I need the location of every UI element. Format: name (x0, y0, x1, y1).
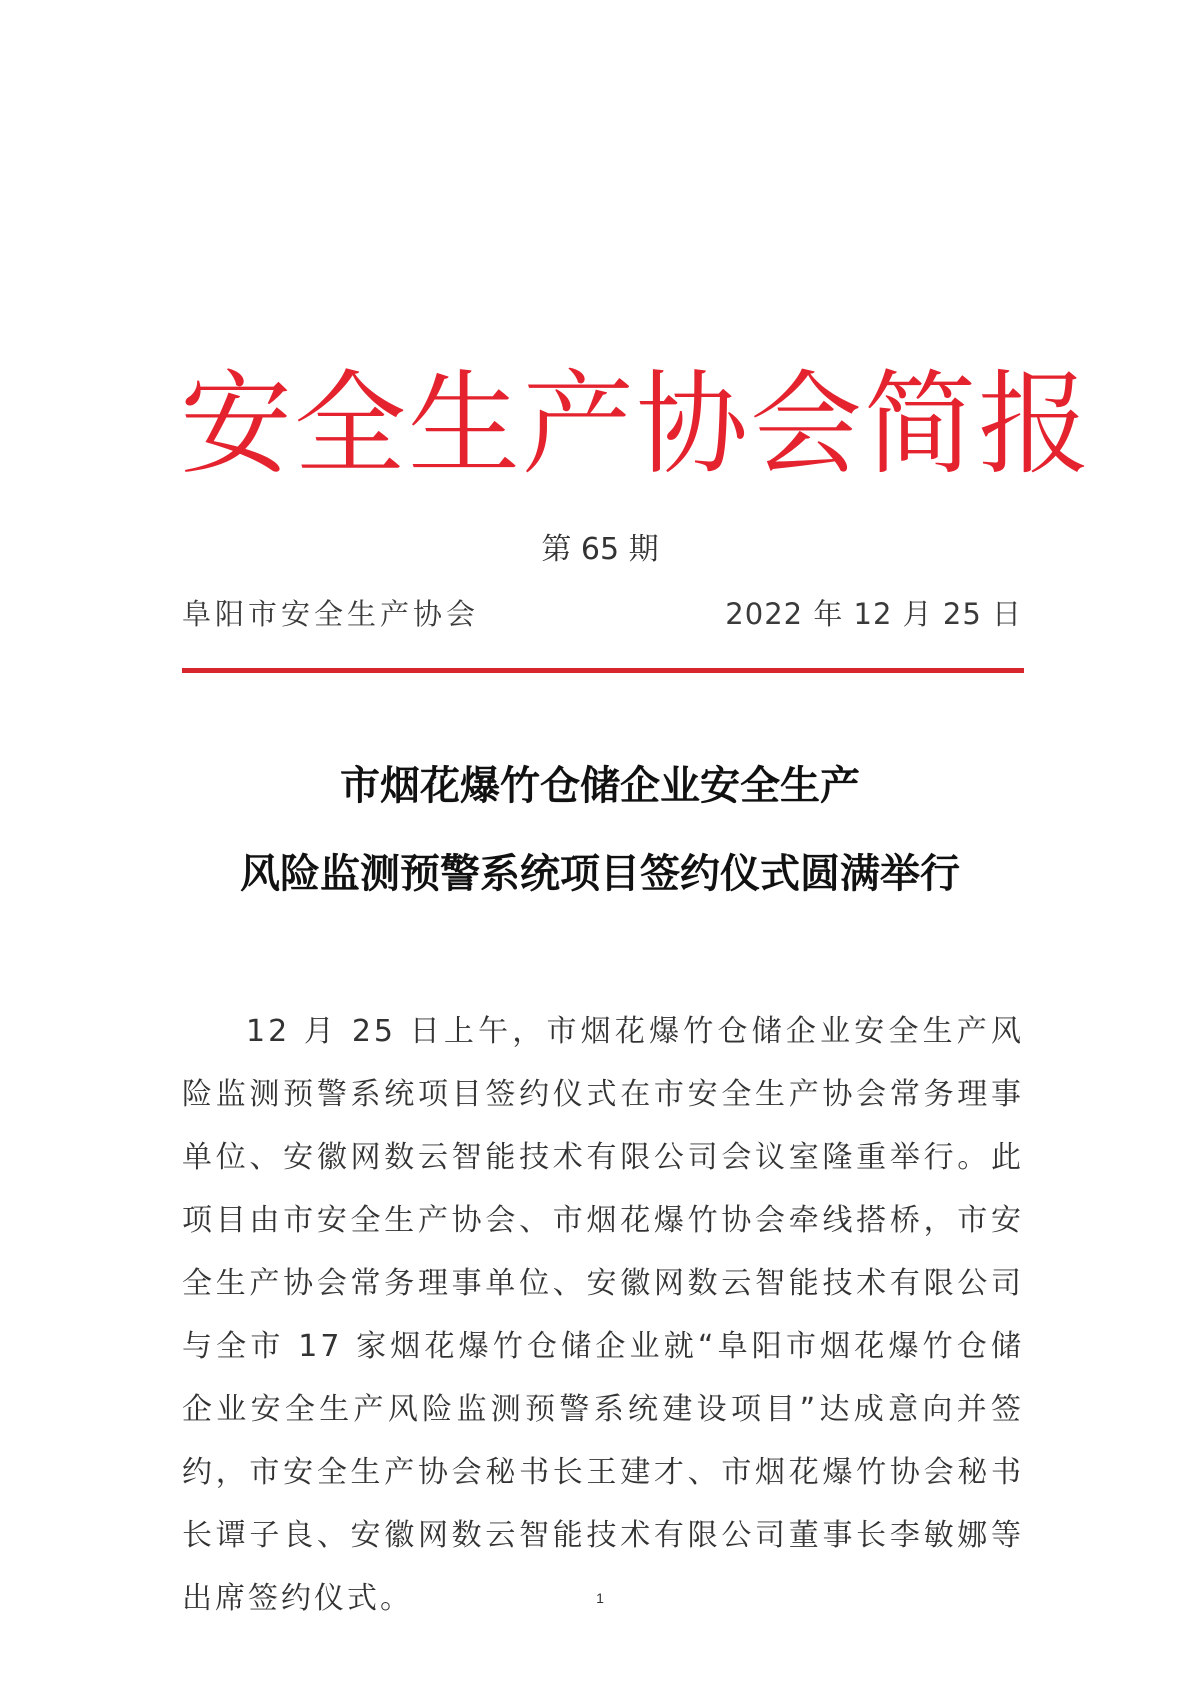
page-number: 1 (596, 1590, 604, 1606)
article-headline-line2: 风险监测预警系统项目签约仪式圆满举行 (240, 851, 960, 897)
issue-number: 第 65 期 (541, 532, 659, 567)
header-divider (182, 668, 1024, 673)
publication-meta (182, 594, 1022, 634)
publication-date: 2022 年 12 月 25 日 (725, 597, 1022, 631)
article-body: 12 月 25 日上午，市烟花爆竹仓储企业安全生产风险监测预警系统项目签约仪式在市安全生产协会常务理事单位、安徽网数云智能技术有限公司会议室隆重举行。此项目由市安全生产协会、市烟花爆竹协会牵线搭桥，市安全生产协会常务理事单位、安徽网数云智能技术有限公司与全市 17 家烟花爆竹仓储企业就“阜阳市烟花爆竹仓储企业安全生产风险监测预警系统建设项目”达成意向并签约，市安全生产协会秘书长王建才、市烟花爆竹协会秘书长谭子良、安徽网数云智能技术有限公司董事长李敏娜等出席签约仪式。 (182, 1014, 1024, 1616)
masthead-title: 安全生产协会简报 (180, 360, 1092, 490)
publisher-name: 阜阳市安全生产协会 (182, 597, 480, 631)
article-headline-line1: 市烟花爆竹仓储企业安全生产 (340, 763, 860, 809)
